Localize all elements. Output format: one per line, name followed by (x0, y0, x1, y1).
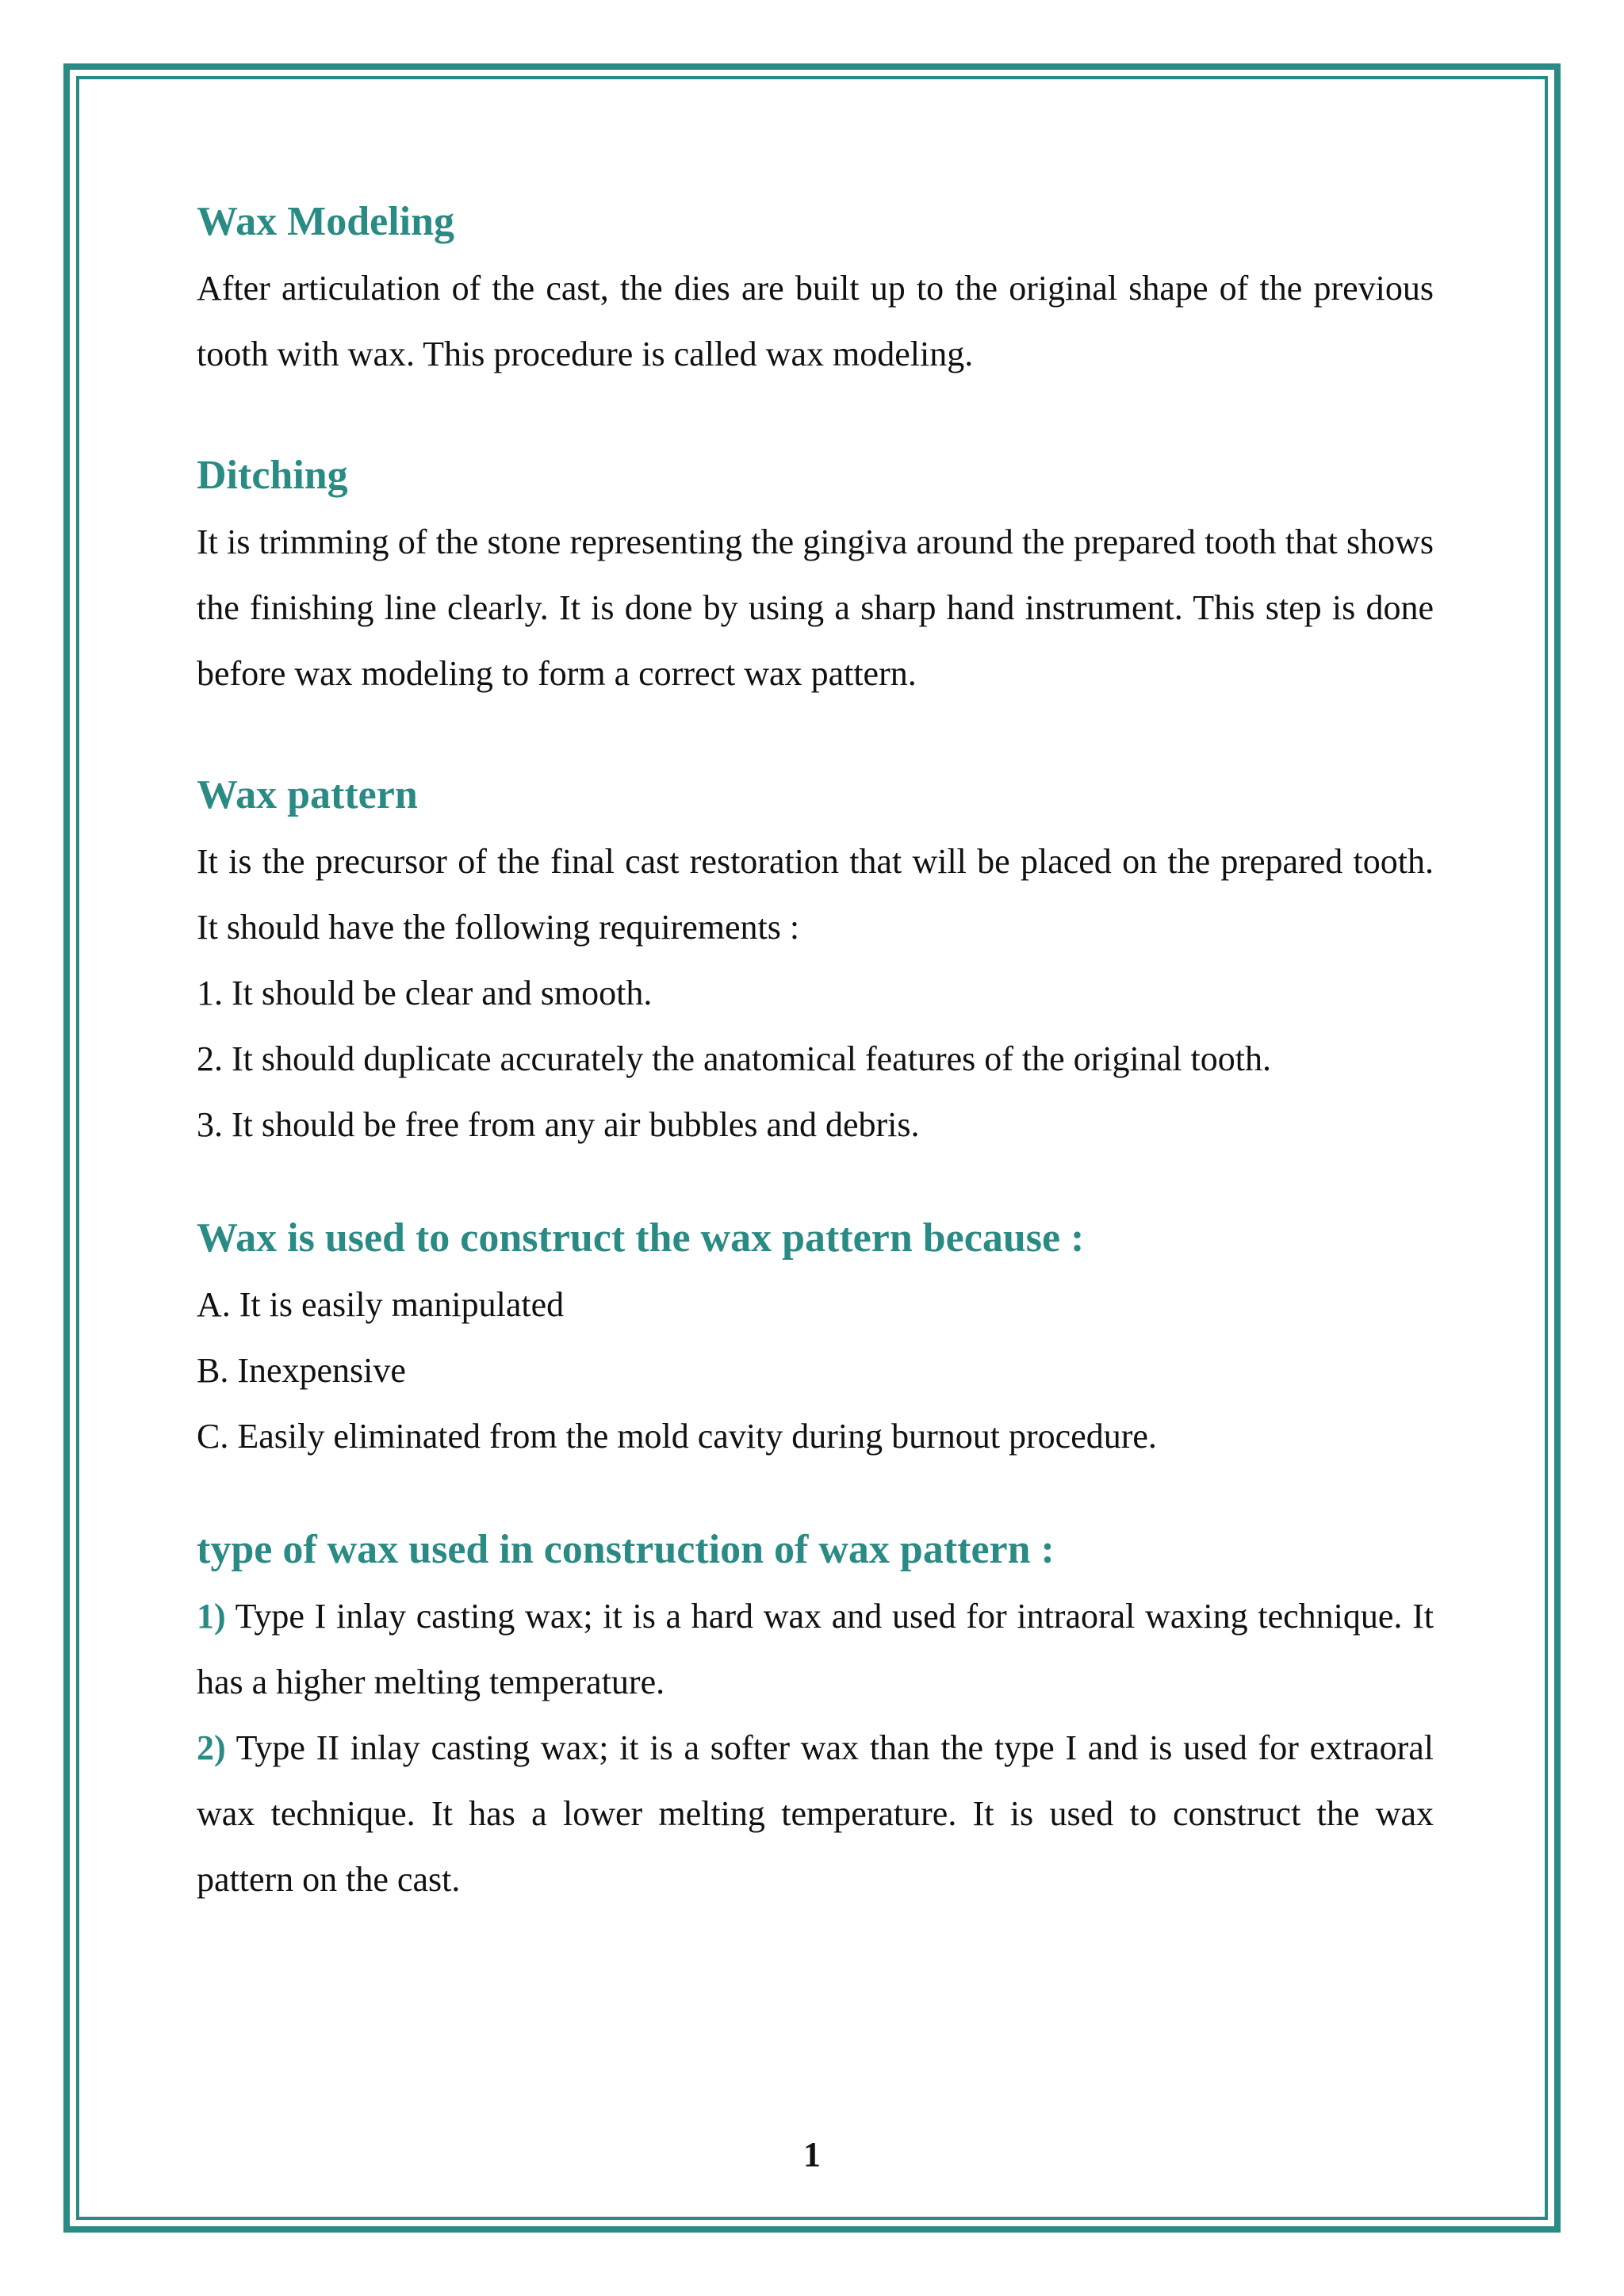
paragraph-wax-pattern: It is the precursor of the final cast restoration that will be placed on the prepared tooth. It should have the following requirements : (197, 842, 1434, 947)
list-item: 3. It should be free from any air bubbles and debris. (197, 1105, 920, 1144)
heading-wax-modeling: Wax Modeling (197, 199, 455, 244)
paragraph-wax-modeling: After articulation of the cast, the dies are built up to the original shape of the previous tooth with wax. This procedure is called wax modeling. (197, 269, 1434, 373)
item-number: 2) (197, 1728, 226, 1767)
item-number: 1) (197, 1597, 226, 1636)
section-spacer (197, 1469, 1434, 1517)
numbered-item-type-2 (197, 1715, 1434, 1912)
item-text: Type I inlay casting wax; it is a hard wax and used for intraoral waxing technique. It has a higher melting temperature. (197, 1597, 1434, 1701)
list-item: C. Easily eliminated from the mold cavity during burnout procedure. (197, 1417, 1157, 1456)
numbered-item-type-1 (197, 1583, 1434, 1715)
section-spacer (197, 1158, 1434, 1205)
list-item: 2. It should duplicate accurately the anatomical features of the original tooth. (197, 1039, 1271, 1078)
list-item: A. It is easily manipulated (197, 1285, 565, 1324)
heading-ditching: Ditching (197, 453, 348, 498)
section-spacer (197, 387, 1434, 442)
heading-wax-types: type of wax used in construction of wax pattern : (197, 1527, 1055, 1572)
list-item: 1. It should be clear and smooth. (197, 974, 653, 1012)
list-item: B. Inexpensive (197, 1351, 406, 1390)
heading-wax-use-reasons: Wax is used to construct the wax pattern because : (197, 1215, 1085, 1261)
heading-wax-pattern: Wax pattern (197, 772, 418, 817)
item-text: Type II inlay casting wax; it is a softer wax than the type I and is used for extraoral wax technique. It has a lower melting temperature. It is used to construct the wax pattern on the cast. (197, 1728, 1434, 1899)
document-body (197, 189, 1434, 1912)
section-spacer (197, 706, 1434, 762)
paragraph-ditching: It is trimming of the stone representing the gingiva around the prepared tooth that shows the finishing line clearly. It is done by using a sharp hand instrument. This step is done before wax modeling to form a correct wax pattern. (197, 522, 1434, 693)
page-number: 1 (803, 2135, 821, 2174)
